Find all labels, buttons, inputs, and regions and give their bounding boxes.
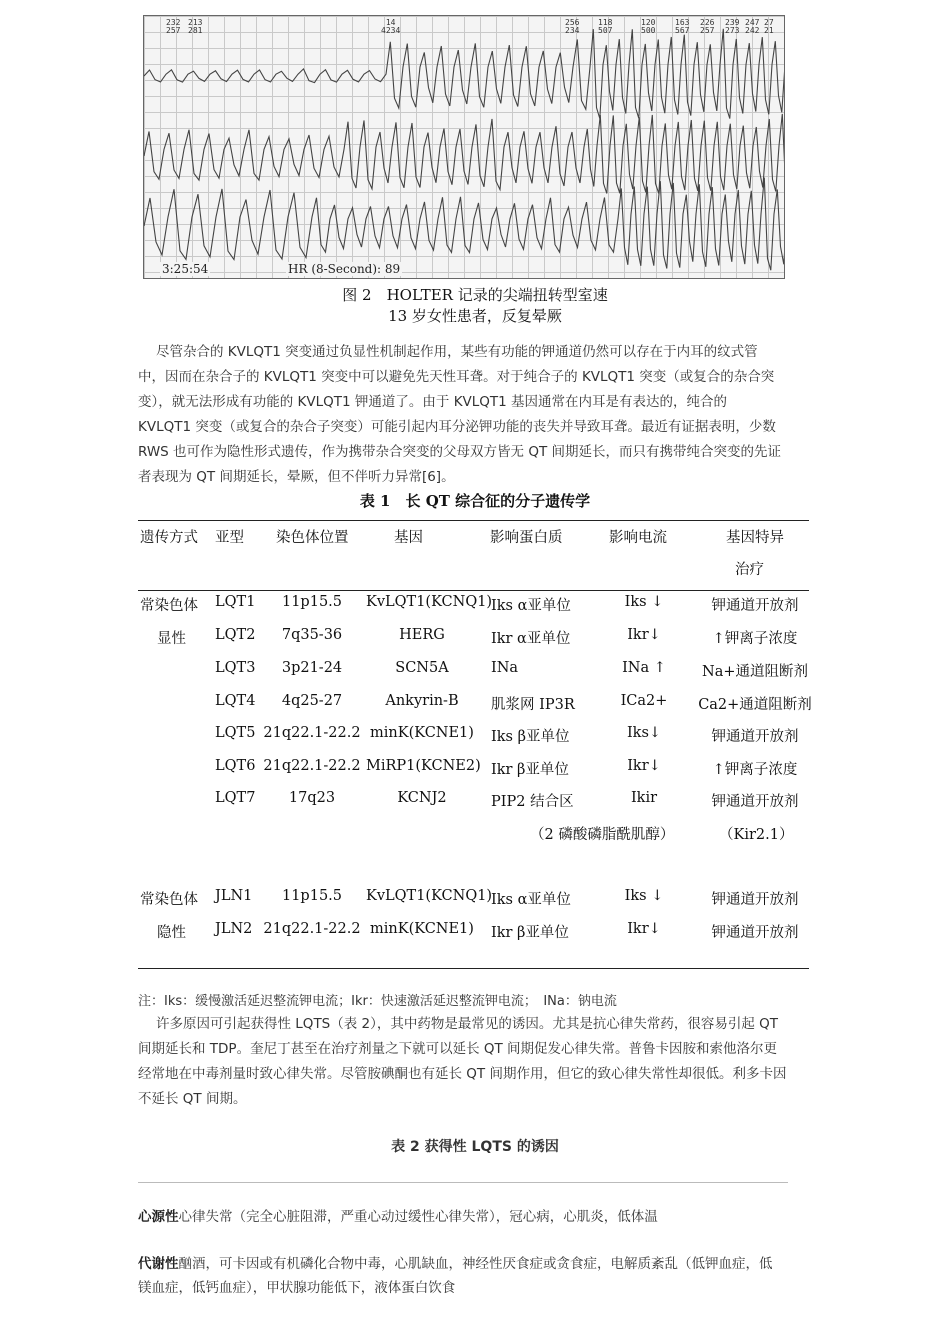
table1-cell-protein: Iks α亚单位 bbox=[491, 892, 571, 908]
rr-marker bbox=[725, 19, 739, 35]
table1-header: 影响电流 bbox=[609, 530, 667, 546]
table1-cell-chrom: 21q22.1-22.2 bbox=[263, 921, 361, 937]
table1-header: 影响蛋白质 bbox=[490, 530, 563, 546]
table1-cell-current: Iks↓ bbox=[626, 725, 662, 741]
cause-metabolic bbox=[138, 1252, 813, 1300]
ecg-trace bbox=[144, 114, 784, 194]
table1-cell-therapy: Na+通道阻断剂 bbox=[702, 664, 808, 680]
table2-rule bbox=[138, 1182, 788, 1183]
table1-cell-chrom: 21q22.1-22.2 bbox=[263, 758, 361, 774]
table1-cell-protein: Ikr β亚单位 bbox=[491, 925, 569, 941]
rr-marker bbox=[700, 19, 714, 35]
table1-cell-subtype: LQT6 bbox=[215, 758, 256, 774]
table1-title: 表 1 长 QT 综合征的分子遗传学 bbox=[359, 492, 591, 510]
lqt7-protein-note: （2 磷酸磷脂酰肌醇） bbox=[530, 827, 675, 843]
rr-marker bbox=[764, 19, 774, 35]
table2-title: 表 2 获得性 LQTS 的诱因 bbox=[391, 1139, 559, 1155]
table1-cell-gene: HERG bbox=[399, 627, 445, 643]
cause-cardiac-text: 心律失常（完全心脏阻滞，严重心动过缓性心律失常），冠心病，心肌炎，低体温 bbox=[178, 1209, 658, 1225]
table1-cell-subtype: LQT2 bbox=[215, 627, 256, 643]
rr-marker bbox=[381, 19, 400, 35]
rr-marker bbox=[188, 19, 202, 35]
rr-marker bbox=[166, 19, 180, 35]
table1-header: 治疗 bbox=[735, 562, 764, 578]
paragraph-line: 许多原因可引起获得性 LQTS（表 2），其中药物是最常见的诱因。尤其是抗心律失常药，很容易引起 QT bbox=[156, 1016, 779, 1032]
lqt7-therapy-note: （Kir2.1） bbox=[719, 827, 794, 843]
rr-marker bbox=[598, 19, 612, 35]
table1-cell-current: Ikr↓ bbox=[627, 758, 661, 774]
table1-cell-current: ICa2+ bbox=[620, 693, 668, 709]
paragraph-line: 不延长 QT 间期。 bbox=[138, 1091, 247, 1107]
rr-marker-top: 256 bbox=[565, 18, 580, 27]
table1-footnote: 注：Iks：缓慢激活延迟整流钾电流；Ikr：快速激活延迟整流钾电流； INa：钠电流 bbox=[138, 994, 617, 1009]
table1-cell-gene: minK(KCNE1) bbox=[370, 725, 474, 741]
table1-cell-current: Ikr↓ bbox=[627, 921, 661, 937]
table1-cell-therapy: 钾通道开放剂 bbox=[711, 729, 799, 745]
rr-marker-bottom: 567 bbox=[675, 26, 690, 35]
rr-marker-bottom: 507 bbox=[598, 26, 613, 35]
table1-cell-subtype: LQT3 bbox=[215, 660, 256, 676]
cause-cardiac-label: 心源性 bbox=[138, 1209, 179, 1225]
rr-marker-top: 232 bbox=[166, 18, 181, 27]
table1-header-rule bbox=[138, 590, 809, 591]
paragraph-line: RWS 也可作为隐性形式遗传，作为携带杂合突变的父母双方皆无 QT 间期延长，而只有携带纯合突变的先证 bbox=[138, 444, 781, 460]
table1-cell-chrom: 7q35-36 bbox=[281, 627, 343, 643]
table1-cell-gene: KvLQT1(KCNQ1) bbox=[366, 888, 493, 904]
rr-marker-top: 14 bbox=[385, 18, 396, 27]
rr-marker-top: 118 bbox=[598, 18, 613, 27]
rr-marker-bottom: 21 bbox=[764, 26, 774, 35]
table1-cell-protein: 肌浆网 IP3R bbox=[491, 697, 575, 713]
table1-header: 遗传方式 bbox=[140, 530, 198, 546]
rr-marker-bottom: 281 bbox=[188, 26, 203, 35]
table1-header: 基因 bbox=[394, 530, 423, 546]
table1-cell-protein: Ikr α亚单位 bbox=[491, 631, 571, 647]
group-label-dominant: 显性 bbox=[157, 631, 186, 647]
rr-marker-bottom: 257 bbox=[166, 26, 181, 35]
table1-cell-subtype: JLN2 bbox=[215, 921, 253, 937]
table1-cell-current: Iks ↓ bbox=[624, 888, 664, 904]
ecg-heart-rate bbox=[286, 262, 402, 276]
paragraph-acquired bbox=[138, 1012, 813, 1112]
rr-marker-top: 163 bbox=[675, 18, 690, 27]
rr-marker-top: 239 bbox=[725, 18, 740, 27]
paragraph-line: 中，因而在杂合子的 KVLQT1 突变中可以避免先天性耳聋。对于纯合子的 KVLQT1 突变（或复合的杂合突 bbox=[138, 369, 775, 385]
table1-cell-gene: MiRP1(KCNE2) bbox=[366, 758, 481, 774]
table1-cell-gene: SCN5A bbox=[395, 660, 449, 676]
table1-cell-subtype: LQT4 bbox=[215, 693, 256, 709]
table1-cell-therapy: ↑钾离子浓度 bbox=[712, 762, 798, 778]
table1-cell-chrom: 17q23 bbox=[288, 790, 336, 806]
table1-cell-subtype: JLN1 bbox=[215, 888, 253, 904]
rr-marker bbox=[745, 19, 759, 35]
table1-cell-current: Iks ↓ bbox=[624, 594, 664, 610]
cause-metabolic-label: 代谢性 bbox=[138, 1256, 179, 1272]
table1-cell-protein: Iks β亚单位 bbox=[491, 729, 570, 745]
group-label-recessive: 隐性 bbox=[157, 925, 186, 941]
ecg-trace bbox=[144, 178, 784, 271]
group-label-dominant: 常染色体 bbox=[140, 598, 198, 614]
cause-cardiac bbox=[138, 1205, 813, 1229]
table1-header: 染色体位置 bbox=[276, 530, 349, 546]
rr-marker-bottom: 4234 bbox=[381, 26, 401, 35]
cause-metabolic-text: 酗酒，可卡因或有机磷化合物中毒，心肌缺血，神经性厌食症或贪食症，电解质紊乱（低钾血症，低 bbox=[178, 1256, 773, 1272]
table1-cell-gene: KCNJ2 bbox=[397, 790, 447, 806]
rr-marker-bottom: 257 bbox=[700, 26, 715, 35]
hr-label: HR (8-Second): bbox=[288, 262, 382, 276]
table1-cell-chrom: 4q25-27 bbox=[281, 693, 343, 709]
table1-bottom-rule bbox=[138, 968, 809, 969]
paragraph-line: KVLQT1 突变（或复合的杂合子突变）可能引起内耳分泌钾功能的丧失并导致耳聋。最近有证据表明，少数 bbox=[138, 419, 776, 435]
table1-cell-gene: KvLQT1(KCNQ1) bbox=[366, 594, 493, 610]
table1-cell-current: Ikr↓ bbox=[627, 627, 661, 643]
table1-cell-protein: INa bbox=[491, 660, 519, 676]
table1-cell-chrom: 11p15.5 bbox=[281, 594, 343, 610]
rr-marker-top: 226 bbox=[700, 18, 715, 27]
table1-cell-therapy: 钾通道开放剂 bbox=[711, 925, 799, 941]
ecg-waveform bbox=[144, 16, 784, 278]
table1-cell-protein: Iks α亚单位 bbox=[491, 598, 571, 614]
table1-top-rule bbox=[138, 520, 809, 521]
rr-marker-top: 27 bbox=[764, 18, 774, 27]
cause-metabolic-text-cont: 镁血症，低钙血症），甲状腺功能低下，液体蛋白饮食 bbox=[138, 1280, 456, 1296]
table1-cell-subtype: LQT5 bbox=[215, 725, 256, 741]
ecg-strip-figure bbox=[143, 15, 785, 279]
ecg-timestamp: 3:25:54 bbox=[162, 262, 209, 276]
paragraph-kvlqt1 bbox=[138, 340, 813, 490]
rr-marker-top: 247 bbox=[745, 18, 760, 27]
table1-cell-therapy: 钾通道开放剂 bbox=[711, 794, 799, 810]
figure-subcaption: 13 岁女性患者，反复晕厥 bbox=[388, 307, 562, 325]
paragraph-line: 者表现为 QT 间期延长，晕厥，但不伴听力异常[6]。 bbox=[138, 469, 455, 485]
rr-marker bbox=[675, 19, 689, 35]
table1-cell-current: INa ↑ bbox=[622, 660, 666, 676]
ecg-trace bbox=[144, 26, 784, 119]
rr-marker-top: 120 bbox=[641, 18, 656, 27]
paragraph-line: 尽管杂合的 KVLQT1 突变通过负显性机制起作用，某些有功能的钾通道仍然可以存在于内耳的纹式管 bbox=[156, 344, 758, 360]
group-label-recessive: 常染色体 bbox=[140, 892, 198, 908]
table1-cell-therapy: ↑钾离子浓度 bbox=[712, 631, 798, 647]
paragraph-line: 变），就无法形成有功能的 KVLQT1 钾通道了。由于 KVLQT1 基因通常在内耳是有表达的，纯合的 bbox=[138, 394, 728, 410]
table1-cell-protein: PIP2 结合区 bbox=[491, 794, 574, 810]
table1-cell-chrom: 11p15.5 bbox=[281, 888, 343, 904]
table1-cell-chrom: 3p21-24 bbox=[281, 660, 343, 676]
table1-cell-subtype: LQT1 bbox=[215, 594, 256, 610]
rr-marker-bottom: 500 bbox=[641, 26, 656, 35]
table1-header: 亚型 bbox=[215, 530, 244, 546]
paragraph-line: 经常地在中毒剂量时致心律失常。尽管胺碘酮也有延长 QT 间期作用，但它的致心律失常性却很低。利多卡因 bbox=[138, 1066, 787, 1082]
paragraph-line: 间期延长和 TDP。奎尼丁甚至在治疗剂量之下就可以延长 QT 间期促发心律失常。普鲁卡因胺和索他洛尔更 bbox=[138, 1041, 778, 1057]
rr-marker-top: 213 bbox=[188, 18, 203, 27]
rr-marker-bottom: 273 bbox=[725, 26, 740, 35]
table1-cell-protein: Ikr β亚单位 bbox=[491, 762, 569, 778]
table1-cell-therapy: 钾通道开放剂 bbox=[711, 598, 799, 614]
table1-cell-therapy: Ca2+通道阻断剂 bbox=[698, 697, 812, 713]
rr-marker bbox=[565, 19, 579, 35]
table1-cell-chrom: 21q22.1-22.2 bbox=[263, 725, 361, 741]
table1-cell-subtype: LQT7 bbox=[215, 790, 256, 806]
rr-marker-bottom: 242 bbox=[745, 26, 760, 35]
rr-marker bbox=[641, 19, 655, 35]
rr-marker-bottom: 234 bbox=[565, 26, 580, 35]
table1-cell-gene: minK(KCNE1) bbox=[370, 921, 474, 937]
hr-value: 89 bbox=[384, 262, 401, 276]
table1-cell-therapy: 钾通道开放剂 bbox=[711, 892, 799, 908]
figure-caption: 图 2 HOLTER 记录的尖端扭转型室速 bbox=[342, 286, 608, 304]
table1-cell-current: Ikir bbox=[630, 790, 658, 806]
table1-header: 基因特异 bbox=[726, 530, 784, 546]
table1-cell-gene: Ankyrin-B bbox=[385, 693, 459, 709]
